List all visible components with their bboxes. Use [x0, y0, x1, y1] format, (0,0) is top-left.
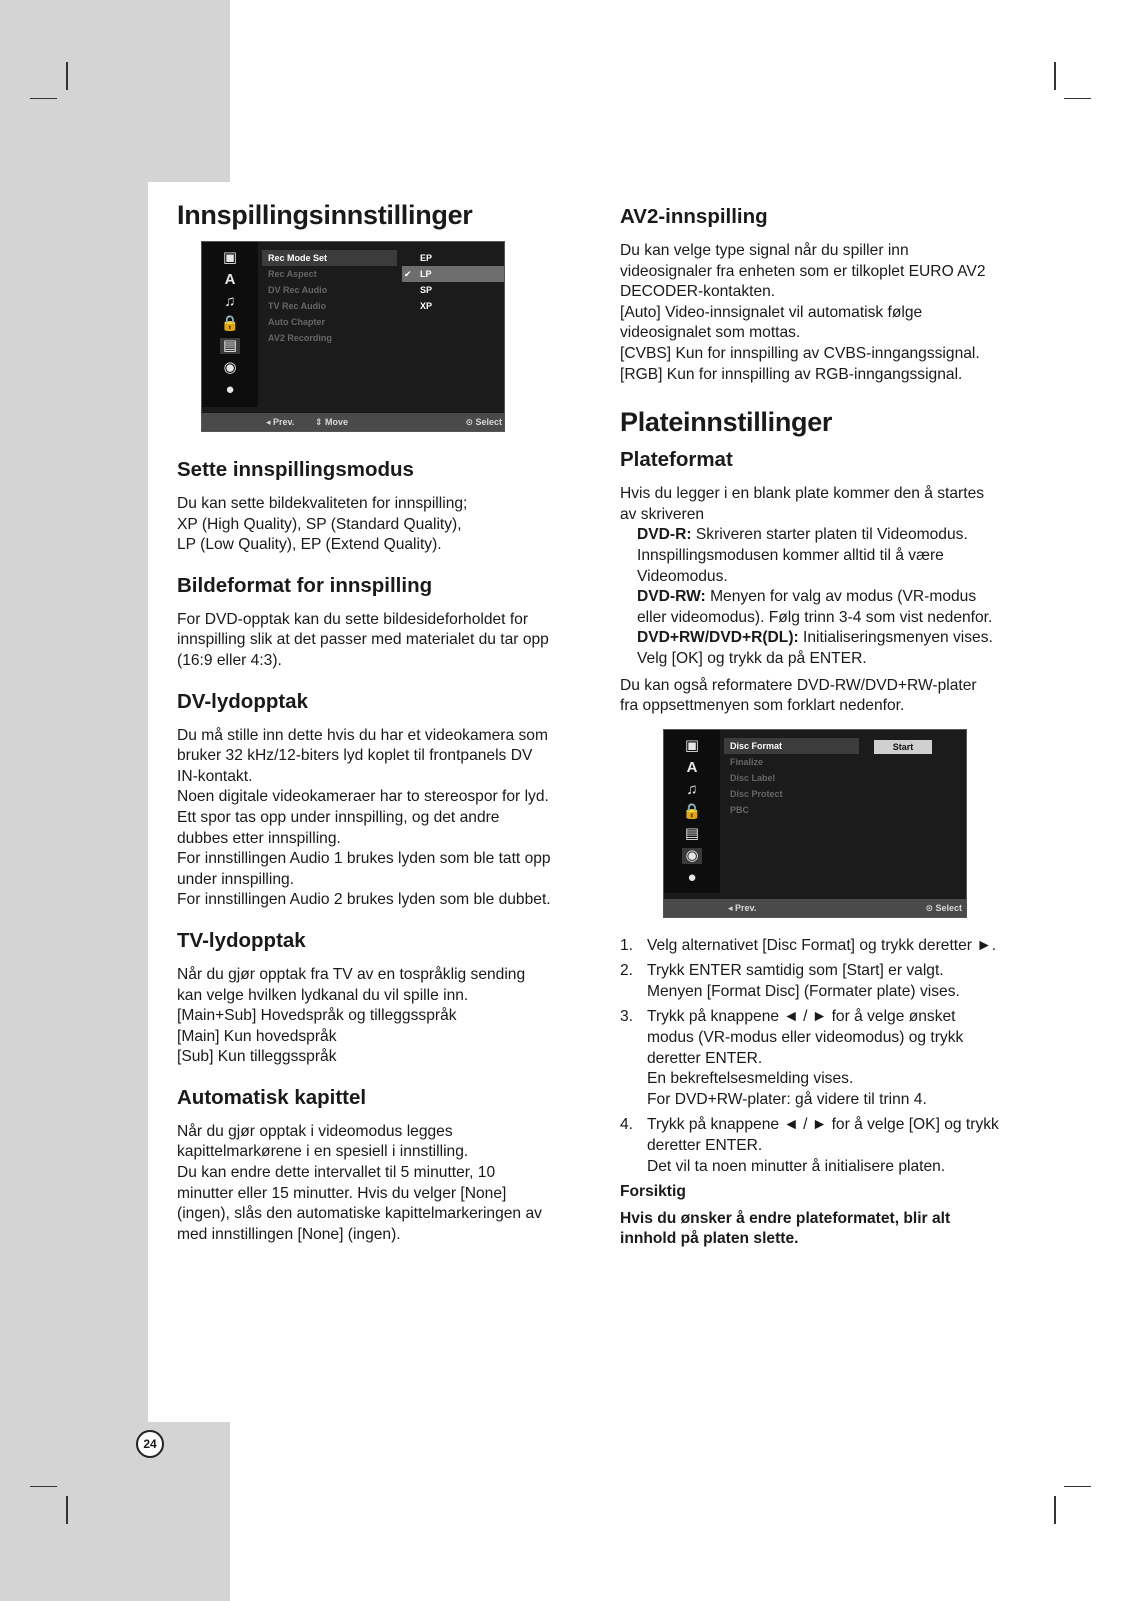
paragraph-line: [Sub] Kun tilleggsspråk: [177, 1048, 337, 1066]
dvdplus-label: DVD+RW/DVD+R(DL):: [637, 629, 799, 647]
osd-icon-column: [664, 730, 720, 893]
menu-item-disc-protect[interactable]: Disc Protect: [730, 788, 783, 799]
paragraph-line: IN-kontakt.: [177, 767, 253, 785]
menu-item-auto-chapter[interactable]: Auto Chapter: [268, 317, 325, 327]
step-line: Velg alternativet [Disc Format] og trykk deretter ►.: [647, 936, 997, 954]
paragraph-line: bruker 32 kHz/12-biters lyd koplet til frontpanels DV: [177, 747, 533, 765]
step-item: [620, 1007, 1040, 1110]
move-hint: ⇕ Move: [315, 417, 349, 427]
section-heading: Plateformat: [620, 448, 733, 472]
paragraph-line: Ett spor tas opp under innspilling, og det andre: [177, 808, 500, 826]
step-line: Menyen [Format Disc] (Formater plate) vises.: [647, 982, 960, 1000]
menu-item-disc-format[interactable]: Disc Format: [724, 738, 859, 754]
recording-icon: ▤: [220, 338, 240, 354]
step-line: deretter ENTER.: [647, 1049, 763, 1067]
dvdr-line: [620, 525, 1040, 546]
section-rec-mode: [177, 458, 595, 556]
disc-settings-title: Plateinnstillinger: [620, 407, 833, 438]
caution-line: Hvis du ønsker å endre plateformatet, blir alt: [620, 1209, 951, 1227]
paragraph-line: eller videomodus). Følg trinn 3-4 som vist nedenfor.: [637, 608, 993, 626]
menu-item-tv-rec-audio[interactable]: TV Rec Audio: [268, 301, 327, 311]
paragraph-line: Noen digitale videokameraer har to stereospor for lyd.: [177, 788, 549, 806]
paragraph-line: For innstillingen Audio 1 brukes lyden som ble tatt opp: [177, 850, 551, 868]
section-rec-aspect: [177, 574, 595, 672]
lock-icon: 🔒: [682, 802, 702, 820]
step-item: [620, 961, 1040, 1002]
osd-menu: [262, 250, 397, 346]
crop-mark: [30, 1486, 57, 1487]
section-heading: Bildeformat for innspilling: [177, 573, 433, 597]
paragraph-line: For DVD-opptak kan du sette bildesideforholdet for: [177, 610, 529, 628]
osd-status-bar: [664, 899, 966, 917]
option-ep[interactable]: EP: [420, 253, 433, 263]
audio-icon: ♫: [224, 293, 236, 310]
format-steps: [620, 936, 1040, 1178]
menu-item-rec-mode-set[interactable]: Rec Mode Set: [262, 250, 397, 266]
caution-block: [620, 1182, 1040, 1250]
paragraph-line: minutter eller 15 minutter. Hvis du velger [None]: [177, 1184, 507, 1202]
paragraph-line: XP (High Quality), SP (Standard Quality),: [177, 515, 462, 533]
step-line: En bekreftelsesmelding vises.: [647, 1070, 854, 1088]
paragraph-line: Du må stille inn dette hvis du har et videokamera som: [177, 726, 548, 744]
paragraph-line: kapittelmarkørene i en spesiell i innstilling.: [177, 1143, 469, 1161]
disc-setup-icon: ◉: [223, 359, 237, 376]
paragraph-line: kan velge hvilken lydkanal du vil spille inn.: [177, 986, 469, 1004]
right-column: [620, 205, 1040, 1250]
recording-icon: ▤: [684, 824, 700, 842]
step-number: 2.: [620, 962, 634, 980]
section-tv-audio: [177, 929, 595, 1068]
step-number: 3.: [620, 1008, 634, 1026]
language-icon: A: [686, 758, 698, 776]
dvdplus-line: [620, 628, 1040, 649]
paragraph-line: [Main] Kun hovedspråk: [177, 1027, 337, 1045]
section-heading: AV2-innspilling: [620, 205, 768, 228]
disc-icon: ▣: [222, 249, 238, 266]
option-lp-label: LP: [420, 269, 432, 279]
option-sp[interactable]: SP: [420, 285, 433, 295]
start-button[interactable]: Start: [874, 740, 932, 754]
crop-mark: [1064, 1486, 1091, 1487]
osd-status-bar: [202, 413, 504, 431]
page-margin-bottom: [0, 1422, 230, 1601]
step-line: Trykk ENTER samtidig som [Start] er valgt.: [647, 962, 944, 980]
paragraph-line: [RGB] Kun for innspilling av RGB-inngangssignal.: [620, 365, 963, 383]
paragraph-line: (16:9 eller 4:3).: [177, 651, 282, 669]
lock-icon: 🔒: [220, 315, 240, 332]
disc-format-osd: [663, 729, 967, 918]
step-line: Trykk på knappene ◄ / ► for å velge ønsket: [647, 1008, 956, 1026]
section-heading: DV-lydopptak: [177, 689, 308, 713]
page-margin-top: [0, 0, 230, 182]
crop-mark: [1064, 98, 1091, 99]
paragraph-line: [Auto] Video-innsignalet vil automatisk følge: [620, 303, 923, 321]
menu-item-pbc[interactable]: PBC: [730, 804, 750, 815]
disc-icon: ▣: [684, 736, 700, 754]
section-dv-audio: [177, 690, 595, 911]
paragraph-line: Hvis du legger i en blank plate kommer den å startes: [620, 485, 985, 503]
paragraph-line: For innstillingen Audio 2 brukes lyden som ble dubbet.: [177, 891, 551, 909]
caution-label: Forsiktig: [620, 1183, 686, 1201]
crop-mark: [66, 1496, 68, 1524]
menu-item-dv-rec-audio[interactable]: DV Rec Audio: [268, 285, 328, 295]
paragraph-line: under innspilling.: [177, 870, 295, 888]
crop-mark: [66, 62, 68, 90]
paragraph-line: Innspillingsmodusen kommer alltid til å være: [637, 546, 944, 564]
paragraph-line: [Main+Sub] Hovedspråk og tilleggsspråk: [177, 1007, 457, 1025]
crop-mark: [1054, 62, 1056, 90]
select-hint: ⊙ Select: [925, 902, 962, 913]
osd-options: [402, 250, 504, 314]
paragraph-line: av skriveren: [620, 505, 705, 523]
paragraph-line: videosignaler fra enheten som er tilkoplet EURO AV2: [620, 262, 986, 280]
step-line: deretter ENTER.: [647, 1137, 763, 1155]
menu-item-rec-aspect[interactable]: Rec Aspect: [268, 269, 317, 279]
paragraph-line: Du kan velge type signal når du spiller inn: [620, 242, 909, 259]
section-av2: [620, 205, 1040, 385]
section-plateformat: [620, 448, 1040, 717]
language-icon: A: [224, 271, 236, 288]
dvdr-label: DVD-R:: [637, 526, 692, 544]
step-number: 1.: [620, 936, 634, 954]
dvdplus-text: Initialiseringsmenyen vises.: [798, 629, 993, 647]
step-line: modus (VR-modus eller videomodus) og trykk: [647, 1029, 964, 1047]
paragraph-line: med innstillingen [None] (ingen).: [177, 1225, 401, 1243]
crop-mark: [1054, 1496, 1056, 1524]
page-margin-left: [0, 182, 148, 1422]
option-xp[interactable]: XP: [420, 301, 433, 311]
dvdrw-label: DVD-RW:: [637, 588, 706, 606]
paragraph-line: Du kan sette bildekvaliteten for innspilling;: [177, 495, 468, 512]
paragraph-line: DECODER-kontakten.: [620, 283, 776, 301]
menu-item-finalize[interactable]: Finalize: [730, 756, 764, 767]
option-lp[interactable]: [402, 266, 504, 282]
crop-mark: [30, 98, 57, 99]
paragraph-line: Når du gjør opptak fra TV av en tospråklig sending: [177, 965, 526, 983]
dvdr-text: Skriveren starter platen til Videomodus.: [691, 526, 968, 544]
prev-hint: ◂ Prev.: [728, 902, 757, 913]
osd-menu: [724, 738, 859, 818]
step-item: [620, 1115, 1040, 1177]
step-number: 4.: [620, 1116, 634, 1134]
page-number: 24: [136, 1430, 164, 1458]
disc-setup-icon: ◉: [682, 848, 702, 864]
other-icon: ●: [225, 381, 235, 398]
paragraph-line: dubbes etter innspilling.: [177, 829, 341, 847]
menu-item-av2-recording[interactable]: AV2 Recording: [268, 333, 332, 343]
page-title: Innspillingsinnstillinger: [177, 200, 473, 230]
section-auto-chapter: [177, 1086, 595, 1246]
step-line: Trykk på knappene ◄ / ► for å velge [OK] og trykk: [647, 1116, 999, 1134]
paragraph-line: Videomodus.: [637, 567, 728, 585]
paragraph-line: LP (Low Quality), EP (Extend Quality).: [177, 536, 442, 554]
prev-hint: ◂ Prev.: [266, 417, 295, 427]
caution-line: innhold på platen slette.: [620, 1230, 799, 1248]
dvdrw-line: [620, 587, 1040, 608]
paragraph-line: fra oppsettmenyen som forklart nedenfor.: [620, 697, 905, 715]
paragraph-line: videosignalet som mottas.: [620, 324, 801, 342]
paragraph-line: Du kan endre dette intervallet til 5 minutter, 10: [177, 1164, 496, 1182]
select-hint: ⊙ Select: [465, 417, 502, 427]
section-heading: Sette innspillingsmodus: [177, 458, 414, 481]
paragraph-line: Du kan også reformatere DVD-RW/DVD+RW-plater: [620, 676, 977, 694]
audio-icon: ♫: [686, 780, 698, 798]
paragraph-line: (ingen), slås den automatiske kapittelmarkeringen av: [177, 1205, 542, 1223]
paragraph-line: [CVBS] Kun for innspilling av CVBS-inngangssignal.: [620, 344, 980, 362]
paragraph-line: innspilling slik at det passer med materialet du tar opp: [177, 631, 549, 649]
menu-item-disc-label[interactable]: Disc Label: [730, 772, 776, 783]
paragraph-line: Velg [OK] og trykk da på ENTER.: [637, 649, 867, 667]
section-heading: Automatisk kapittel: [177, 1085, 367, 1109]
step-line: For DVD+RW-plater: gå videre til trinn 4.: [647, 1090, 927, 1108]
step-line: Det vil ta noen minutter å initialisere platen.: [647, 1157, 946, 1175]
section-heading: TV-lydopptak: [177, 928, 306, 952]
rec-settings-osd: [201, 241, 505, 432]
dvdrw-text: Menyen for valg av modus (VR-modus: [705, 588, 977, 606]
osd-icon-column: [202, 242, 258, 407]
step-item: [620, 936, 1040, 957]
other-icon: ●: [687, 868, 697, 886]
paragraph-line: Når du gjør opptak i videomodus legges: [177, 1122, 453, 1140]
check-icon: ✔: [404, 269, 412, 279]
left-column: [177, 200, 595, 1263]
